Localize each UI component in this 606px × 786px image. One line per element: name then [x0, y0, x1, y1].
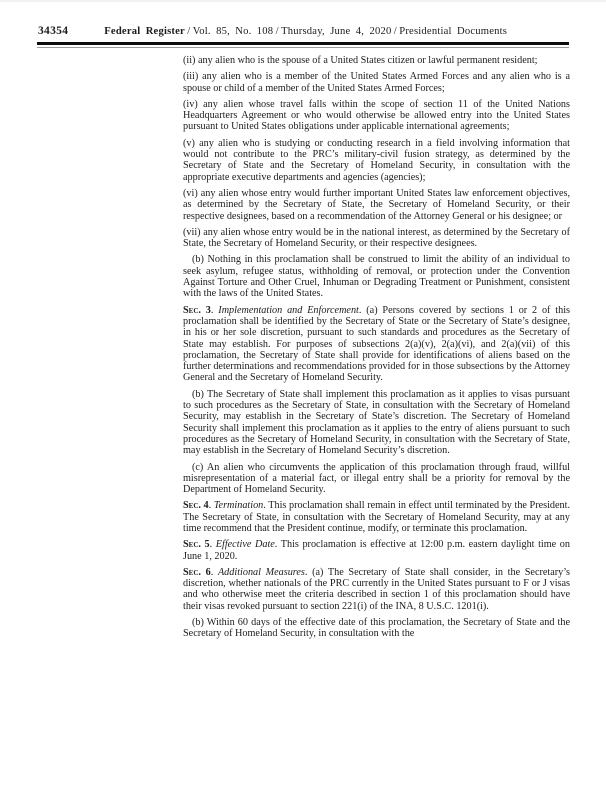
- text-run: (c) An alien who circumvents the application of this proclamation through fraud, willful misrepresentation of a material fact, or illegal entry shall be a priority for removal by the Department of Homeland Security.: [183, 461, 570, 496]
- text-run: (v) any alien who is studying or conducting research in a field involving information that would not contribute to the PRC’s military-civil fusion strategy, as determined by the Secretary of State and the Secretary of Homeland Security, in consultation with the appropriate executive departments and agencies (agencies);: [183, 137, 570, 183]
- text-run: . This proclamation is effective at 12:00 p.m. eastern daylight time on June 1, 2020.: [183, 539, 570, 562]
- text-run: . (a) Persons covered by sections 1 or 2 of this proclamation shall be identified by the Secretary of State or the Secretary of State’s designee, in his or her sole discretion, pursuant to such standards and procedures as the Secretary of State may establish. For purposes of subsections 2(a)(v), 2(a)(vi), and 2(a)(vii) of this proclamation, the Secretary of State shall provide for identifications of aliens based on the further determinations and recommendations provided for in those subsections by the Attorney General and the Secretary of Homeland Security.: [183, 304, 571, 384]
- paragraph: [183, 500, 570, 534]
- page-header: [38, 25, 606, 37]
- document-body: [183, 55, 570, 640]
- text-run: .: [208, 500, 214, 512]
- header-divider-thick-bar: [37, 42, 569, 45]
- text-run: (ii) any alien who is the spouse of a United States citizen or lawful permanent resident;: [183, 55, 538, 66]
- text-run: (vi) any alien whose entry would further important United States law enforcement objectives, as determined by the Secretary of State, the Secretary of Homeland Security, or their respective designees, based on a recommendation of the Attorney General or his designee; or: [183, 187, 570, 222]
- header-title: [104, 26, 507, 37]
- paragraph: [183, 55, 570, 66]
- paragraph: [183, 138, 570, 183]
- text-run: . (a) The Secretary of State shall consider, in the Secretary’s discretion, whether nationals of the PRC currently in the United States pursuant to F or J visas and who otherwise meet the criteria described in section 1 of this proclamation should have their visas revoked pursuant to section 221(i) of the INA, 8 U.S.C. 1201(i).: [183, 566, 571, 612]
- header-title-journal: Federal Register: [104, 26, 185, 37]
- text-run: Termination: [213, 500, 264, 512]
- text-run: .: [210, 304, 219, 316]
- text-run: (vii) any alien whose entry would be in the national interest, as determined by the Secretary of State, the Secretary of Homeland Security, or their respective designees.: [183, 226, 570, 250]
- text-run: .: [210, 566, 218, 578]
- paragraph: [183, 227, 570, 250]
- text-run: (b) The Secretary of State shall implement this proclamation as it applies to visas pursuant to such procedures as the Secretary of State, in consultation with the Secretary of Homeland Security, may establish in the Secretary of State’s discretion. The Secretary of Homeland Security shall implement this proclamation as it applies to the entry of aliens pursuant to such procedures as the Secretary of Homeland Security, in consultation with the Secretary of State, may establish in the Secretary of Homeland Security’s discretion.: [183, 388, 570, 457]
- header-divider-rule: [37, 42, 569, 48]
- text-run: (b) Within 60 days of the effective date of this proclamation, the Secretary of State and the Secretary of Homeland Security, in consultation with the: [183, 617, 570, 640]
- text-run: Sec. 3: [183, 304, 211, 316]
- text-run: Effective Date: [215, 539, 275, 551]
- paragraph: [183, 71, 570, 94]
- paragraph: [183, 188, 570, 222]
- page-top-edge: [0, 0, 606, 2]
- text-run: (b) Nothing in this proclamation shall be construed to limit the ability of an individual to seek asylum, refugee status, withholding of removal, or protection under the Convention Against Torture and Other Cruel, Inhuman or Degrading Treatment or Punishment, consistent with the laws of the United States.: [183, 254, 570, 300]
- text-run: .: [209, 539, 216, 551]
- paragraph: [183, 567, 570, 612]
- text-run: Sec. 4: [183, 500, 209, 512]
- paragraph: [183, 305, 570, 384]
- header-title-issue: / Vol. 85, No. 108 / Thursday, June 4, 2020 / Presidential Documents: [184, 26, 508, 37]
- text-run: Additional Measures: [217, 566, 305, 578]
- paragraph: [183, 617, 570, 640]
- text-run: (iv) any alien whose travel falls within the scope of section 11 of the United Nations Headquarters Agreement or who would otherwise be allowed entry into the United States pursuant to United States obligations under applicable international agreements;: [183, 98, 570, 133]
- paragraph: [183, 462, 570, 496]
- page-number: 34354: [38, 25, 69, 37]
- paragraph: [183, 389, 570, 457]
- paragraph: [183, 99, 570, 133]
- text-run: (iii) any alien who is a member of the United States Armed Forces and any alien who is a spouse or child of a member of the United States Armed Forces;: [183, 71, 570, 94]
- paragraph: [183, 254, 570, 299]
- text-run: Sec. 6: [183, 566, 211, 578]
- text-run: . This proclamation shall remain in effect until terminated by the President. The Secretary of State, in consultation with the Secretary of Homeland Security, may at any time recommend that the President continue, modify, or terminate this proclamation.: [183, 500, 571, 534]
- header-divider-thin-bar: [37, 47, 569, 49]
- text-run: Sec. 5: [183, 539, 210, 551]
- paragraph: [183, 539, 570, 562]
- text-run: Implementation and Enforcement: [218, 304, 359, 316]
